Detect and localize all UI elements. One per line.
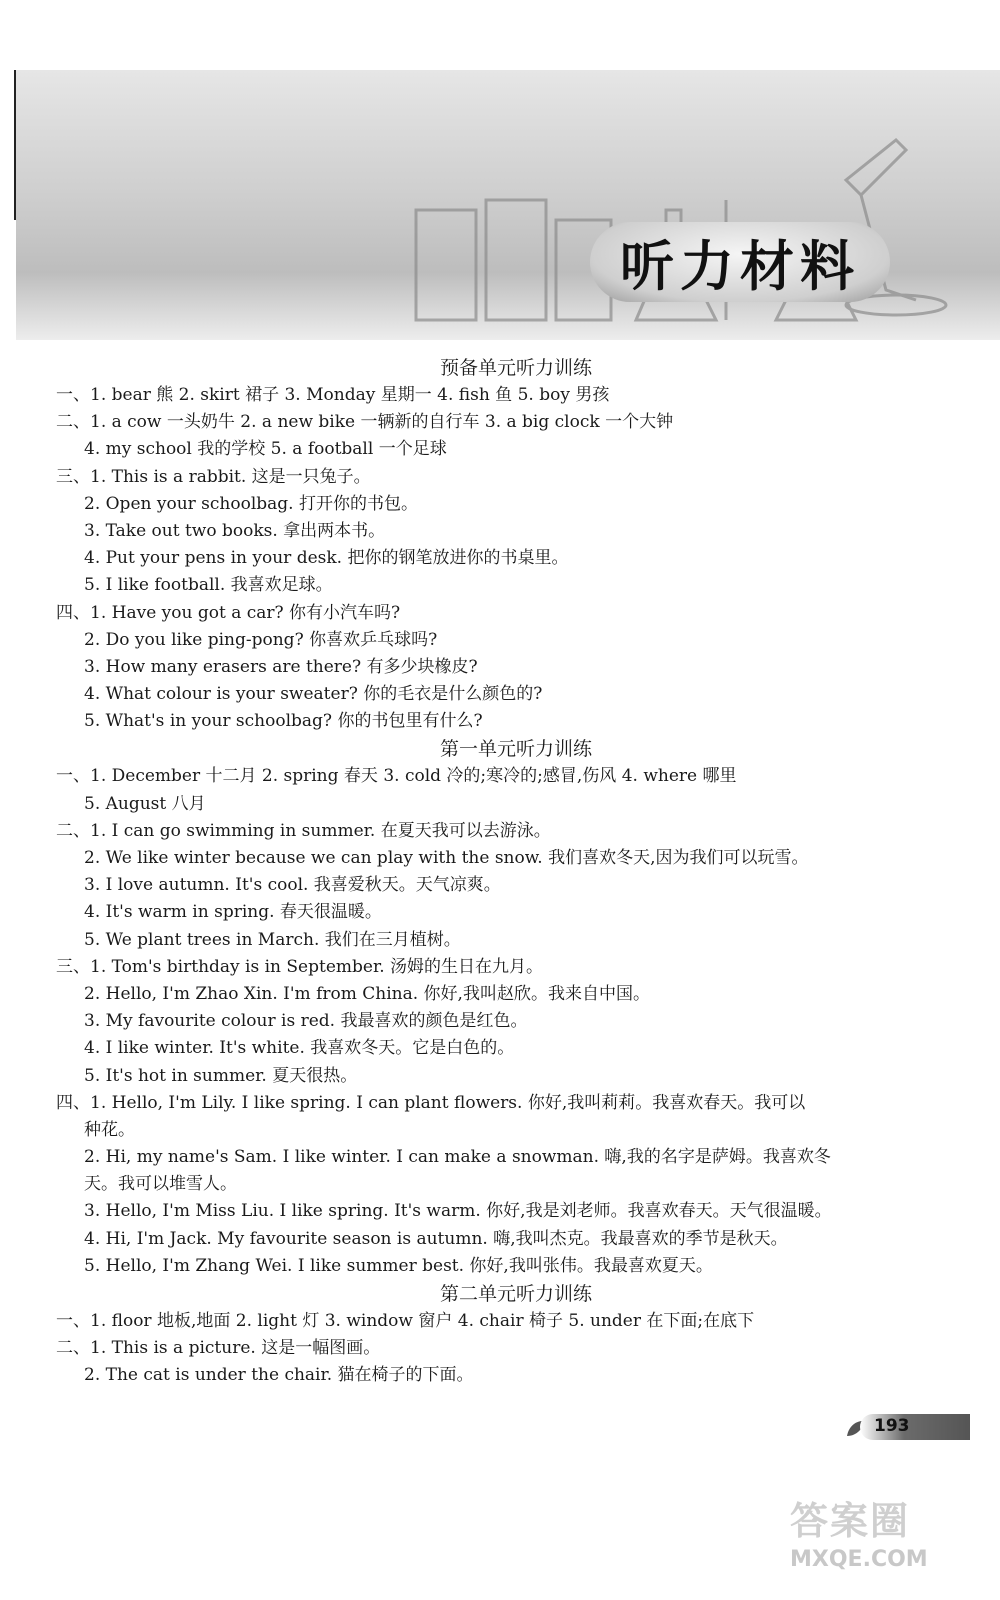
text-line: 二、1. I can go swimming in summer. 在夏天我可以去游泳。 — [56, 820, 551, 841]
page-number: 193 — [874, 1416, 910, 1436]
text-line: 5. What's in your schoolbag? 你的书包里有什么? — [84, 711, 483, 732]
text-line: 2. The cat is under the chair. 猫在椅子的下面。 — [84, 1365, 474, 1386]
text-line: 2. We like winter because we can play with the snow. 我们喜欢冬天,因为我们可以玩雪。 — [84, 848, 809, 868]
text-line: 4. my school 我的学校 5. a football 一个足球 — [84, 439, 447, 460]
text-line: 一、1. floor 地板,地面 2. light 灯 3. window 窗户 4. chair 椅子 5. under 在下面;在底下 — [56, 1311, 755, 1331]
watermark-logo: 答案圈 — [790, 1499, 911, 1543]
section-title: 预备单元听力训练 — [439, 357, 592, 379]
text-line: 二、1. a cow 一头奶牛 2. a new bike 一辆新的自行车 3. a big clock 一个大钟 — [56, 412, 674, 433]
text-line: 4. What colour is your sweater? 你的毛衣是什么颜色的? — [84, 684, 543, 705]
text-line: 5. August 八月 — [84, 793, 206, 814]
watermark-url: MXQE.COM — [790, 1547, 928, 1572]
text-line: 四、1. Have you got a car? 你有小汽车吗? — [56, 602, 401, 623]
text-line: 4. I like winter. It's white. 我喜欢冬天。它是白色的。 — [84, 1038, 515, 1059]
text-line: 2. Hello, I'm Zhao Xin. I'm from China. 你好,我叫赵欣。我来自中国。 — [84, 983, 650, 1004]
text-line: 二、1. This is a picture. 这是一幅图画。 — [56, 1338, 381, 1359]
text-line: 天。我可以堆雪人。 — [84, 1174, 237, 1195]
section-unit-1 — [56, 735, 976, 1280]
text-line: 2. Open your schoolbag. 打开你的书包。 — [84, 493, 418, 514]
text-line: 2. Hi, my name's Sam. I like winter. I can make a snowman. 嗨,我的名字是萨姆。我喜欢冬 — [84, 1147, 831, 1168]
text-line: 5. I like football. 我喜欢足球。 — [84, 575, 333, 596]
text-line: 种花。 — [84, 1119, 135, 1140]
section-title: 第二单元听力训练 — [439, 1283, 592, 1305]
text-line: 2. Do you like ping-pong? 你喜欢乒乓球吗? — [84, 629, 438, 650]
text-line: 5. It's hot in summer. 夏天很热。 — [84, 1065, 358, 1086]
text-line: 三、1. Tom's birthday is in September. 汤姆的生日在九月。 — [56, 956, 544, 977]
text-line: 4. Put your pens in your desk. 把你的钢笔放进你的书桌里。 — [84, 548, 569, 569]
text-line: 3. Take out two books. 拿出两本书。 — [84, 520, 386, 541]
title-badge — [590, 222, 890, 302]
text-line: 5. Hello, I'm Zhang Wei. I like summer best. 你好,我叫张伟。我最喜欢夏天。 — [84, 1255, 713, 1276]
text-line: 三、1. This is a rabbit. 这是一只兔子。 — [56, 466, 371, 487]
page-number-tab — [860, 1414, 970, 1440]
section-title: 第一单元听力训练 — [439, 738, 592, 761]
section-prep — [56, 354, 976, 735]
text-line: 一、1. December 十二月 2. spring 春天 3. cold 冷的;寒冷的;感冒,伤风 4. where 哪里 — [56, 766, 737, 787]
section-unit-2 — [56, 1280, 976, 1390]
site-watermark — [790, 1490, 980, 1590]
text-line: 一、1. bear 熊 2. skirt 裙子 3. Monday 星期一 4. fish 鱼 5. boy 男孩 — [56, 385, 610, 405]
text-line: 四、1. Hello, I'm Lily. I like spring. I can plant flowers. 你好,我叫莉莉。我喜欢春天。我可以 — [56, 1092, 806, 1113]
text-line: 5. We plant trees in March. 我们在三月植树。 — [84, 929, 461, 950]
text-line: 3. My favourite colour is red. 我最喜欢的颜色是红色。 — [84, 1011, 528, 1032]
text-line: 4. Hi, I'm Jack. My favourite season is autumn. 嗨,我叫杰克。我最喜欢的季节是秋天。 — [84, 1228, 788, 1249]
text-line: 4. It's warm in spring. 春天很温暖。 — [84, 902, 382, 923]
listening-material-content — [56, 354, 976, 1390]
text-line: 3. Hello, I'm Miss Liu. I like spring. It's warm. 你好,我是刘老师。我喜欢春天。天气很温暖。 — [84, 1201, 832, 1222]
page-title: 听力材料 — [620, 234, 860, 298]
text-line: 3. How many erasers are there? 有多少块橡皮? — [84, 656, 478, 677]
text-line: 3. I love autumn. It's cool. 我喜爱秋天。天气凉爽。 — [84, 875, 501, 896]
